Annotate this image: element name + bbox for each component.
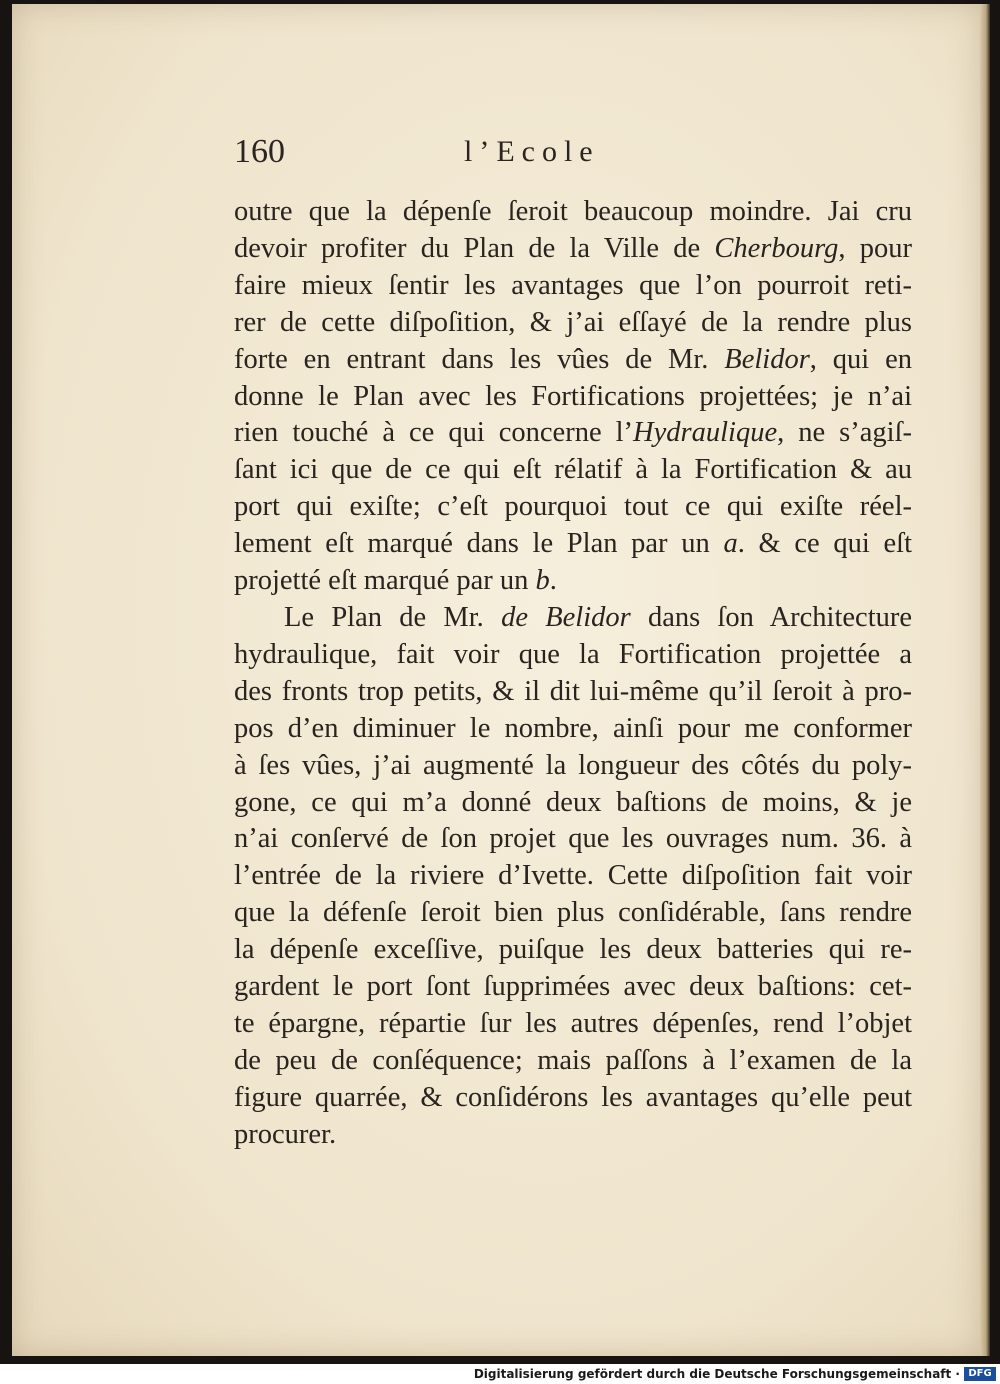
running-title: l’Ecole	[464, 135, 600, 168]
text-run: dans ſon Architecture	[630, 601, 913, 633]
italic-text: de Belidor	[501, 601, 631, 633]
italic-text: a	[723, 528, 738, 560]
text-line	[234, 637, 912, 674]
running-head	[234, 130, 914, 174]
text-run: outre que la dépenſe ſeroit beaucoup moindre. Jai cru	[234, 196, 912, 227]
text-run: faire mieux ſentir les avantages que l’on pourroit reti-	[234, 269, 912, 301]
text-run: rer de cette diſpoſition, & j’ai eſſayé de la rendre plus	[234, 306, 912, 338]
text-run: procurer.	[234, 1118, 337, 1150]
text-line	[234, 1006, 912, 1043]
text-run: .	[549, 565, 557, 597]
text-run: . & ce qui eſt	[737, 528, 912, 560]
text-run: figure quarrée, & conſidérons les avantages qu’elle peut	[234, 1081, 912, 1113]
text-line	[234, 711, 912, 748]
italic-text: Cherbourg	[714, 232, 839, 264]
text-line	[234, 526, 912, 563]
text-line	[234, 895, 912, 932]
text-line	[234, 1043, 912, 1080]
italic-text: b	[535, 565, 550, 597]
text-run: Le Plan de Mr.	[284, 601, 502, 633]
text-line	[234, 1080, 912, 1117]
text-line	[234, 305, 912, 342]
text-run: la dépenſe exceſſive, puiſque les deux batteries qui re-	[234, 934, 912, 966]
text-line	[234, 268, 912, 305]
text-line	[234, 231, 912, 268]
digitization-footer	[0, 1364, 1000, 1384]
text-line	[234, 563, 912, 600]
text-line	[234, 821, 912, 858]
text-run: l’entrée de la riviere d’Ivette. Cette diſpoſition fait voir	[234, 860, 912, 892]
text-run: à ſes vûes, j’ai augmenté la longueur des côtés du poly-	[234, 749, 912, 781]
dfg-logo: DFG	[964, 1367, 996, 1381]
text-line	[234, 969, 912, 1006]
text-line	[234, 194, 912, 231]
text-run: , ne s’agiſ-	[777, 417, 912, 449]
text-run: lement eſt marqué dans le Plan par un	[234, 528, 724, 560]
body-text	[234, 194, 912, 1154]
text-run: gone, ce qui m’a donné deux baſtions de moins, & je	[234, 786, 912, 818]
text-run: pos d’en diminuer le nombre, ainſi pour me conformer	[234, 712, 912, 744]
text-line	[234, 1117, 912, 1154]
text-run: hydraulique, fait voir que la Fortification projettée a	[234, 638, 912, 670]
text-run: gardent le port ſont ſupprimées avec deux baſtions: cet-	[234, 971, 912, 1003]
text-line	[234, 932, 912, 969]
page-number: 160	[234, 133, 285, 170]
text-line	[234, 600, 912, 637]
text-run: , pour	[838, 232, 912, 264]
text-run: que la défenſe ſeroit bien plus conſidérable, ſans rendre	[234, 897, 912, 929]
text-line	[234, 452, 912, 489]
italic-text: Hydraulique	[633, 417, 778, 449]
page-edge	[980, 4, 990, 1356]
text-line	[234, 748, 912, 785]
text-line	[234, 342, 912, 379]
italic-text: Belidor	[724, 343, 810, 375]
text-line	[234, 674, 912, 711]
text-run: ſant ici que de ce qui eſt rélatif à la Fortification & au	[234, 454, 912, 486]
text-line	[234, 379, 912, 416]
text-run: te épargne, répartie ſur les autres dépenſes, rend l’objet	[234, 1007, 912, 1039]
text-run: port qui exiſte; c’eſt pourquoi tout ce qui exiſte réel-	[234, 491, 912, 523]
text-line	[234, 489, 912, 526]
text-run: , qui en	[809, 343, 912, 375]
text-run: forte en entrant dans les vûes de Mr.	[234, 343, 725, 375]
text-line	[234, 785, 912, 822]
text-run: des fronts trop petits, & il dit lui-même qu’il ſeroit à pro-	[234, 675, 912, 707]
text-line	[234, 415, 912, 452]
text-run: projetté eſt marqué par un	[234, 565, 536, 597]
text-run: devoir profiter du Plan de la Ville de	[234, 232, 715, 264]
text-run: n’ai conſervé de ſon projet que les ouvrages num. 36. à	[234, 823, 912, 855]
text-run: donne le Plan avec les Fortifications projettées; je n’ai	[234, 380, 912, 412]
text-run: de peu de conſéquence; mais paſſons à l’examen de la	[234, 1044, 912, 1076]
text-line	[234, 858, 912, 895]
funding-credit: Digitalisierung gefördert durch die Deutsche Forschungsgemeinschaft ·	[473, 1367, 960, 1381]
text-run: rien touché à ce qui concerne l’	[234, 417, 634, 449]
